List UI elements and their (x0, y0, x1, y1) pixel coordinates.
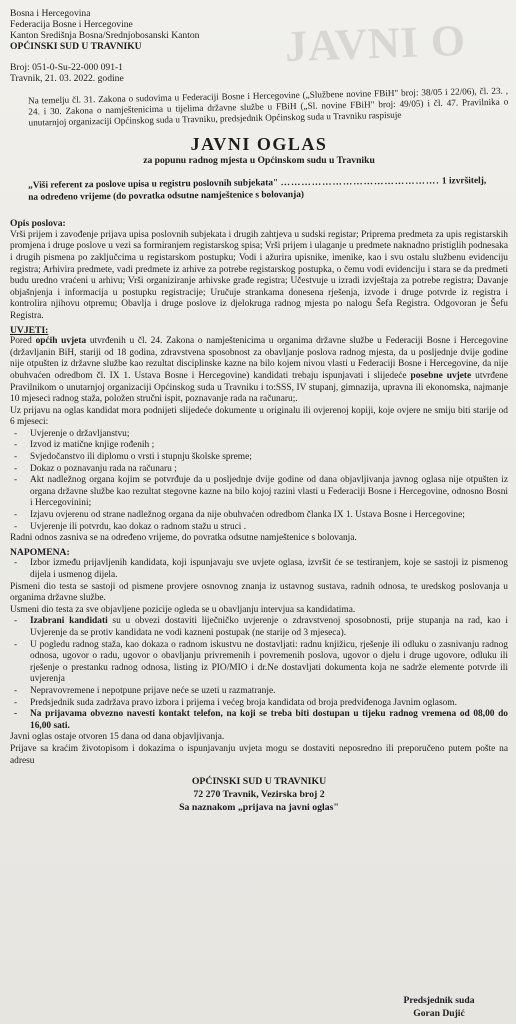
job-description (10, 218, 508, 322)
job-description-text: Vrši prijem i zavođenje prijava upisa poslovnih subjekata i drugih zahtjeva u sudski registar; Priprema predmeta za upis registarskih promjena i druge poslove u vezi sa formiranjem registarskog spisa; Vrši prijem i ulaganje u predmete naknadno pristiglih podnesaka i drugih pismena po zaključcima u registarskom postupku; Vodi i ažurira upisnike, imenike, kao i svu ostalu službenu evidenciju registra; Arhivira predmete, vadi predmete iz arhive za potrebe registarskog postupka, o čemu vodi evidenciju i stara se da predmeti budu uredno vraćeni u arhivu; Vrši organiziranje arhivske građe registra; Učestvuje u izradi izvještaja za potrebe registra; Davanje objašnjenja i informacija u postupku registracije; Uručuje strankama donesena rješenja, izvode i druge potvrde iz registra i kontrolira njihovu otpremu; Obavlja i druge poslove iz djelokruga radnog mjesta po nalogu Šefa Registra. Odgovoran je Šefu Registra. (10, 229, 508, 321)
list-item: - Izvod iz matične knjige rođenih ; (10, 440, 508, 452)
list-item: - Dokaz o poznavanju rada na računaru ; (10, 464, 508, 476)
header-federation: Federacija Bosne i Hercegovine (10, 19, 133, 30)
oral-test: Usmeni dio testa za sve objavljene pozicije ogleda se u obavljanju intervjua sa kandidatima. (10, 604, 356, 615)
notes-list-2 (10, 616, 508, 732)
header-court: OPĆINSKI SUD U TRAVNIKU (10, 41, 142, 52)
conditions-label: UVJETI: (10, 324, 49, 336)
list-item: - Na prijavama obvezno navesti kontakt telefon, na koji se treba biti dostupan u tijeku radnog vremena od 08,00 do 16,00 sati. (10, 709, 508, 732)
bleed-through-text: JAVNI O (284, 15, 467, 72)
position-term: na određeno vrijeme (do povratka odsutne namještenice s bolovanja) (28, 190, 305, 203)
header-canton: Kanton Središnja Bosna/Srednjobosanski Kanton (10, 30, 200, 41)
list-item: - Uvjerenje o državljanstvu; (10, 429, 508, 441)
position-description (10, 175, 508, 204)
employment-term: Radni odnos zasniva se na određeno vrijeme, do povratka odsutne namještenice s bolovanja. (10, 533, 357, 544)
signature-role: Predsjednik suda (403, 995, 475, 1006)
document-meta (10, 62, 508, 84)
header-country: Bosna i Hercegovina (10, 8, 91, 19)
institution-header (10, 8, 508, 52)
notes-list-1 (10, 558, 508, 581)
position-count: 1 izvršitelj, (441, 176, 487, 187)
list-item: - Nepravovremene i nepotpune prijave neće se uzeti u razmatranje. (10, 686, 508, 698)
page-subtitle: za popunu radnog mjesta u Općinskom sudu u Travniku (143, 154, 375, 166)
documents-intro: Uz prijavu na oglas kandidat mora podnijeti slijedeće dokumente u originalu ili ovjerenoj kopiji, koje ovjere ne smiju biti starije od 6 mjeseci: (10, 405, 508, 428)
page-title: JAVNI OGLAS (190, 134, 328, 154)
signature-block (384, 994, 494, 1020)
legal-basis: Na temelju čl. 31. Zakona o sudovima u Federaciji Bosne i Hercegovine („Službene novine FBiH" broj: 38/05 i 22/06), čl. 23. , 24. i 30. Zakona o namještenicima u tijelima državne službe u FBiH („Sl. novine FBiH" broj: 49/05) i čl. 47. Pravilnika o unutarnjoj organizaciji Općinskog suda u Travniku, predsjednik Općinskog suda u Travniku raspisuje (27, 85, 509, 128)
court-address: 72 270 Travnik, Vezirska broj 2 (193, 789, 325, 801)
position-dots: ………………………………………. (280, 176, 440, 189)
list-item: - Izjavu ovjerenu od strane nadležnog organa da nije obuhvaćen odredbom članka IX 1. Ustava Bosne i Hercegovine; (10, 510, 508, 522)
position-name: „Viši referent za poslove upisa u registru poslovnih subjekata" (28, 178, 279, 191)
signature-name: Goran Dujić (413, 1008, 465, 1019)
job-description-label: Opis poslova: (10, 218, 66, 230)
documents-list (10, 429, 508, 533)
reference-number: Broj: 051-0-Su-22-000 091-1 (10, 62, 123, 73)
list-item: - Predsjednik suda zadržava pravo izbora i prijema i većeg broja kandidata od broja predviđenoga Javnim oglasom. (10, 698, 508, 710)
list-item: - Uvjerenje ili potvrdu, kao dokaz o radnom stažu u struci . (10, 522, 508, 534)
document-date: Travnik, 21. 03. 2022. godine (10, 73, 124, 84)
announcement (10, 8, 508, 814)
envelope-note: Sa naznakom „prijava na javni oglas" (179, 802, 339, 814)
conditions-section (10, 325, 508, 545)
list-item: - Izbor između prijavljenih kandidata, koji ispunjavaju sve uvjete oglasa, izvršit će se testiranjem, koje se sastoji iz pismenog dijela i usmenog dijela. (10, 558, 508, 581)
submission-info: Prijave sa kraćim životopisom i dokazima o ispunjavanju uvjeta mogu se dostaviti neposredno ili preporučeno putem pošte na adresu (10, 743, 508, 766)
list-item: - Svjedočanstvo ili diplomu o vrsti i stupnju školske spreme; (10, 452, 508, 464)
list-item: - U pogledu radnog staža, kao dokaza o radnom iskustvu ne dostavljati: radnu knjižicu, rješenje ili odluku o zasnivanju radnog odnosa, ugovor o radu, ugovor o obavljanju privremenih i povremenih poslova, ugovor o djelu i druge ugovore, odluku ili rješenje o prestanku radnog odnosa, listing iz PIO/MIO i dr.Ne dostavljati dokumenta koja ne sadrže elemente potvrde ili uvjerenja (10, 640, 508, 686)
conditions-text: Pored općih uvjeta utvrđenih u čl. 24. Zakona o namještenicima u organima državne službe u Federaciji Bosne i Hercegovine (državljanin BiH, stariji od 18 godina, zdravstvena sposobnost za obavljanje poslova radnog mjesta, da u posljednje dvije godine nije otpušten iz državne službe kao rezultat disciplinske kazne na bilo kojem nivou vlasti u Federaciji Bosne i Hercegovine, da nije obuhvaćen odredbom čl. IX 1. Ustava Bosne i Hercegovine) kandidati trebaju ispunjavati i slijedeće posebne uvjete utvrđene Pravilnikom o unutarnjoj organizaciji Općinskog suda u Travniku i to:SSS, IV stupanj, gimnazija, upravna ili ekonomska, najmanje 10 mjeseci radnog staža, položen stručni ispit, poznavanje rada na računaru;. (10, 336, 509, 405)
notes-section (10, 547, 508, 767)
list-item: - Izabrani kandidati su u obvezi dostaviti liječničko uvjerenje o zdravstvenoj sposobnosti, prije stupanja na rad, kao i Uvjerenje da se protiv kandidata ne vodi kazneni postupak (ne starije od 3 mjeseca). (10, 616, 508, 639)
notes-label: NAPOMENA: (10, 546, 70, 558)
open-period: Javni oglas ostaje otvoren 15 dana od dana objavljivanja. (10, 732, 225, 743)
written-test: Pismeni dio testa se sastoji od pismene provjere osnovnog znanja iz ustavnog sustava, radnih odnosa, te uredskog poslovanja u organima državne službe. (10, 581, 508, 604)
list-item: - Akt nadležnog organa kojim se potvrđuje da u posljednje dvije godine od dana objavljivanja javnog oglasa nije otpušten iz organa državne službe kao rezultat stegovne kazne na bilo kojoj razini vlasti u Federaciji Bosne i Hercegovine, odnosno Bosni i Hercegovinini; (10, 475, 508, 510)
court-name: OPĆINSKI SUD U TRAVNIKU (191, 776, 327, 788)
address-block (10, 775, 508, 814)
